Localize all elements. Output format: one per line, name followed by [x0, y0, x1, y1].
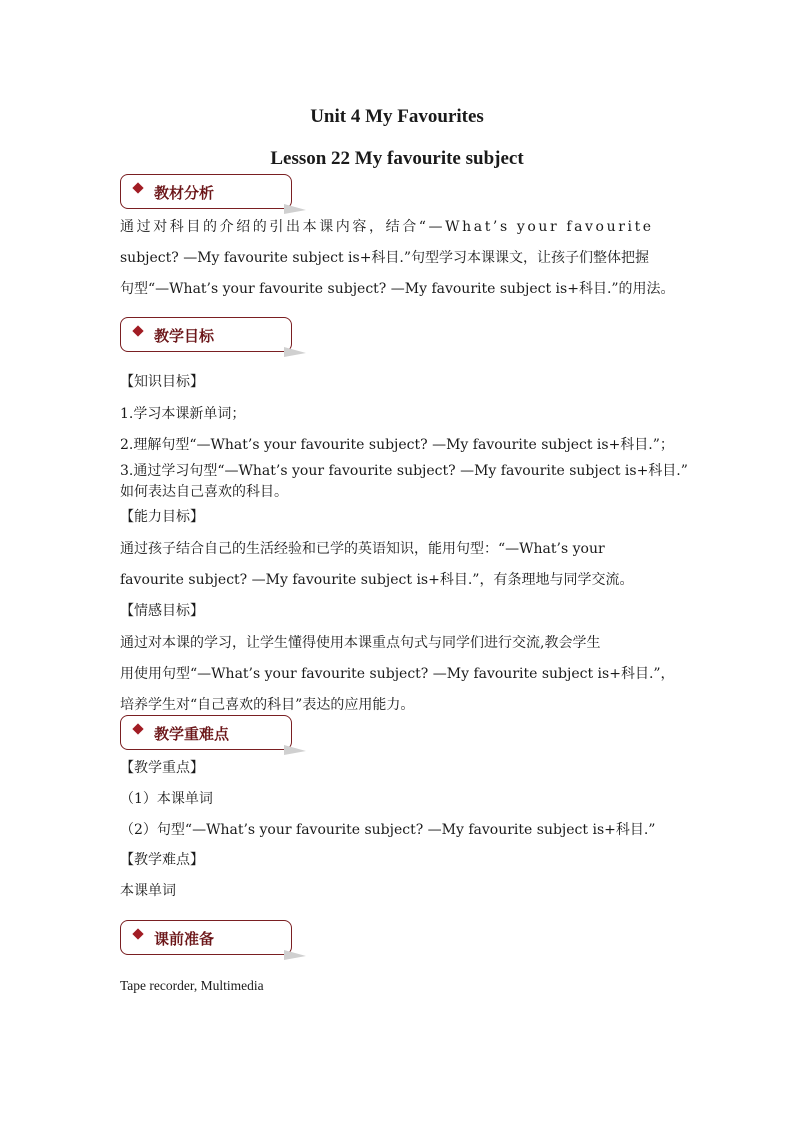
section-header-key-difficult-points: [120, 715, 292, 750]
analysis-line-3: 句型“—What’s your favourite subject? —My favourite subject is+科目.”的用法。: [120, 281, 675, 297]
emotion-line-2: 用使用句型“—What’s your favourite subject? —My favourite subject is+科目.”，: [120, 666, 675, 682]
emotion-line-1: 通过对本课的学习，让学生懂得使用本课重点句式与同学们进行交流,教会学生: [120, 635, 601, 651]
emotion-heading: 【情感目标】: [120, 603, 204, 619]
diamond-bullet-icon: [132, 325, 143, 336]
knowledge-item-3b: 如何表达自己喜欢的科目。: [120, 484, 288, 500]
knowledge-item-2: 2.理解句型“—What’s your favourite subject? —My favourite subject is+科目.”；: [120, 437, 674, 453]
section-header-textbook-analysis: [120, 174, 292, 209]
difficulty-heading: 【教学难点】: [120, 852, 204, 868]
knowledge-heading: 【知识目标】: [120, 374, 204, 390]
section-label: 教学重难点: [154, 725, 230, 743]
preparation-materials: Tape recorder, Multimedia: [120, 978, 264, 993]
section-label: 教学目标: [154, 327, 215, 345]
diamond-bullet-icon: [132, 182, 143, 193]
analysis-line-2: subject? —My favourite subject is+科目.”句型学习本课课文，让孩子们整体把握: [120, 250, 650, 266]
section-header-preparation: [120, 920, 292, 955]
analysis-line-1: 通过对科目的介绍的引出本课内容，结合“—What’s your favourite: [120, 219, 654, 235]
emotion-line-3: 培养学生对“自己喜欢的科目”表达的应用能力。: [120, 697, 415, 713]
ability-heading: 【能力目标】: [120, 509, 204, 525]
focus-heading: 【教学重点】: [120, 760, 204, 776]
diamond-bullet-icon: [132, 723, 143, 734]
focus-item-1: （1）本课单词: [120, 791, 213, 807]
focus-item-2: （2）句型“—What’s your favourite subject? —My favourite subject is+科目.”: [120, 822, 656, 838]
lesson-title: Lesson 22 My favourite subject: [270, 148, 524, 169]
knowledge-item-3a: 3.通过学习句型“—What’s your favourite subject? —My favourite subject is+科目.”: [120, 463, 688, 479]
diamond-bullet-icon: [132, 928, 143, 939]
ability-line-2: favourite subject? —My favourite subject is+科目.”，有条理地与同学交流。: [120, 572, 634, 588]
knowledge-item-1: 1.学习本课新单词；: [120, 406, 246, 422]
section-label: 课前准备: [154, 930, 215, 948]
ability-line-1: 通过孩子结合自己的生活经验和已学的英语知识，能用句型：“—What’s your: [120, 541, 605, 557]
unit-title: Unit 4 My Favourites: [310, 106, 484, 127]
section-label: 教材分析: [154, 184, 215, 202]
difficulty-item-1: 本课单词: [120, 883, 176, 899]
section-header-teaching-objectives: [120, 317, 292, 352]
